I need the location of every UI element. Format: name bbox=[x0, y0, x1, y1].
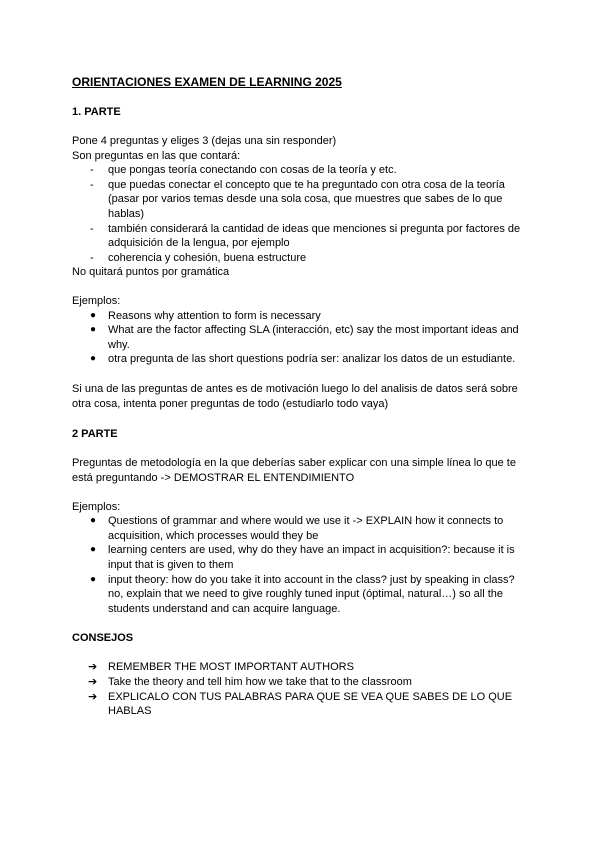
consejos-heading: CONSEJOS bbox=[72, 632, 134, 644]
dash-item-2-line-2: (pasar por varios temas desde una sola cosa, que muestres que sabes de lo que bbox=[108, 193, 503, 205]
part2-example-1-line-2: acquisition, which processes would they be bbox=[108, 530, 319, 542]
dash-marker: - bbox=[90, 164, 94, 176]
part2-intro-line-1: Preguntas de metodología en la que deberías saber explicar con una simple línea lo que te bbox=[72, 457, 516, 469]
dash-marker: - bbox=[90, 179, 94, 191]
arrow-icon: ➔ bbox=[88, 661, 98, 673]
part2-example-2-line-2: input that is given to them bbox=[108, 559, 234, 571]
bullet-marker: ● bbox=[90, 353, 97, 364]
part1-closing-line-2: otra cosa, intenta poner preguntas de todo (estudiarlo todo vaya) bbox=[72, 398, 389, 410]
bullet-marker: ● bbox=[90, 324, 97, 335]
bullet-marker: ● bbox=[90, 574, 97, 585]
dash-marker: - bbox=[90, 223, 94, 235]
part1-intro-line-1: Pone 4 preguntas y eliges 3 (dejas una sin responder) bbox=[72, 135, 337, 147]
dash-item-3-line-2: adquisición de la lengua, por ejemplo bbox=[108, 237, 290, 249]
part1-heading: 1. PARTE bbox=[72, 106, 121, 118]
consejo-3-line-2: HABLAS bbox=[108, 705, 152, 717]
bullet-marker: ● bbox=[90, 515, 97, 526]
part1-example-1-line-1: Reasons why attention to form is necessary bbox=[108, 310, 321, 322]
part2-examples-label: Ejemplos: bbox=[72, 501, 121, 513]
part2-example-2-line-1: learning centers are used, why do they have an impact in acquisition?: because it is bbox=[108, 544, 515, 556]
part1-examples-label: Ejemplos: bbox=[72, 295, 121, 307]
document-title: ORIENTACIONES EXAMEN DE LEARNING 2025 bbox=[72, 75, 342, 89]
part1-example-2-line-2: why. bbox=[108, 339, 130, 351]
part1-intro-line-2: Son preguntas en las que contará: bbox=[72, 150, 241, 162]
part2-intro-line-2: está preguntando -> DEMOSTRAR EL ENTENDIMIENTO bbox=[72, 472, 355, 484]
part2-heading: 2 PARTE bbox=[72, 428, 118, 440]
grammar-note: No quitará puntos por gramática bbox=[72, 266, 230, 278]
dash-item-1-line-1: que pongas teoría conectando con cosas de la teoría y etc. bbox=[108, 164, 397, 176]
consejo-3-line-1: EXPLICALO CON TUS PALABRAS PARA QUE SE VEA QUE SABES DE LO QUE bbox=[108, 691, 513, 703]
part1-closing-line-1: Si una de las preguntas de antes es de motivación luego lo del analisis de datos será sobre bbox=[72, 383, 518, 395]
part2-example-3-line-3: students understand and can acquire language. bbox=[108, 603, 341, 615]
dash-item-3-line-1: también considerará la cantidad de ideas que menciones si pregunta por factores de bbox=[108, 223, 521, 235]
bullet-marker: ● bbox=[90, 310, 97, 321]
bullet-marker: ● bbox=[90, 544, 97, 555]
dash-item-2-line-1: que puedas conectar el concepto que te ha preguntado con otra cosa de la teoría bbox=[108, 179, 505, 191]
dash-item-2-line-3: hablas) bbox=[108, 208, 145, 220]
dash-marker: - bbox=[90, 252, 94, 264]
part2-example-3-line-1: input theory: how do you take it into account in the class? just by speaking in class? bbox=[108, 574, 515, 586]
part1-example-3-line-1: otra pregunta de las short questions podría ser: analizar los datos de un estudiante. bbox=[108, 353, 516, 365]
dash-item-4-line-1: coherencia y cohesión, buena estructure bbox=[108, 252, 307, 264]
consejo-1-line-1: REMEMBER THE MOST IMPORTANT AUTHORS bbox=[108, 661, 354, 673]
part2-example-1-line-1: Questions of grammar and where would we use it -> EXPLAIN how it connects to bbox=[108, 515, 504, 527]
arrow-icon: ➔ bbox=[88, 676, 98, 688]
part1-example-2-line-1: What are the factor affecting SLA (interacción, etc) say the most important ideas and bbox=[108, 324, 519, 336]
consejo-2-line-1: Take the theory and tell him how we take that to the classroom bbox=[108, 676, 412, 688]
arrow-icon: ➔ bbox=[88, 691, 98, 703]
part2-example-3-line-2: no, explain that we need to give roughly tuned input (óptimal, natural…) so all the bbox=[108, 588, 504, 600]
